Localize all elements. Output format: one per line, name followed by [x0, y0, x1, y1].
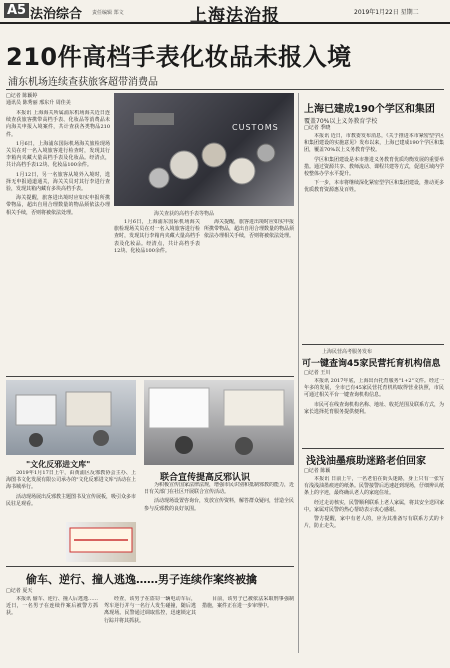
- paragraph: 1月6日，上海浦东国际机场海关旅检现场关员在对一名入境旅客进行检查时，发现其行李箱内夹藏大量高档手表及化妆品。经清点，共计高档手表12块、化妆品100余件。: [6, 140, 110, 169]
- paragraph: 1月6日，上海浦东国际机场海关旅检现场关员在对一名入境旅客进行检查时，发现其行李箱内夹藏大量高档手表及化妆品。经清点，共计高档手表12块、化妆品100余件。: [114, 219, 200, 254]
- divider: [302, 448, 444, 449]
- paragraph: 下一步，本市将继续深化紧密型学区和集团建设，推动更多优质教育资源惠及百姓。: [304, 180, 444, 194]
- exhibit-scene: [6, 380, 136, 455]
- query-byline: □记者 王川: [304, 370, 331, 376]
- expo-article: [144, 482, 294, 562]
- issue-date: 2019年1月22日 星期二: [354, 9, 419, 16]
- query-article: [304, 378, 444, 446]
- lead-byline-2: 通讯员 陈秀丽 邢东升 周佳美: [6, 100, 71, 106]
- old-man-byline: □记者 陈颖: [304, 468, 331, 474]
- divider: [302, 344, 444, 345]
- lead-byline: □记者 陈颖婷: [6, 93, 38, 99]
- paragraph: 活动现场设置咨询台，发放宣传资料，解答群众疑问，营造全民参与反邪教的良好氛围。: [144, 498, 294, 512]
- query-kicker: 上海民营高考服务发布: [322, 349, 373, 355]
- photo-caption: 海关查获的高档手表等物品: [154, 211, 215, 217]
- paragraph: 警方提醒，家中有老人的，应为其准备写有联系方式的卡片，防止走失。: [304, 516, 444, 530]
- traffic-title: 偷车、逆行、撞人逃逸……男子连续作案终被擒: [26, 573, 257, 586]
- divider: [6, 89, 444, 90]
- community-subtitle: 覆盖70%以上义务教育学校: [304, 118, 378, 125]
- watch-display-illustration: [114, 93, 294, 206]
- section-title: 法治综合: [30, 7, 83, 22]
- paragraph: 海关提醒，旅客进出境时应如实申报所携带物品，超出自用合理数量的物品须依法办理相关手续，否则将被依法处理。: [6, 195, 110, 216]
- exhibit-photo: [6, 380, 136, 455]
- exhibit-title: "文化反邪进文库": [26, 460, 91, 469]
- exhibit-banner-illustration: [66, 522, 136, 562]
- lead-article-column: [6, 110, 110, 372]
- expo-title: 联合宣传提高反邪认识: [160, 473, 251, 483]
- paragraph: 1月12日，另一名旅客从境外入境时，选择无申报通道通关，海关关员对其行李进行查验，发现其箱内藏有多块高档手表。: [6, 171, 110, 193]
- editor-line: 责任编辑 郑文: [92, 10, 124, 16]
- community-article: [304, 133, 444, 343]
- divider: [6, 566, 294, 567]
- column-divider: [298, 93, 299, 653]
- lead-article-column: [114, 219, 200, 372]
- paragraph: 经查，该男子在盗窃一辆电动车后，驾车逆行并与一名行人发生碰撞，随后逃离现场。民警通过调取监控，迅速锁定其行踪并将其抓获。: [104, 596, 196, 624]
- paragraph: 活动现场展出反邪教主题图书及宣传展板，吸引众多市民驻足观看。: [6, 493, 136, 507]
- paragraph: 本报讯 近日，市教委发布消息，《关于推进本市紧密型学区和集团建设的实施意见》发布以来，上海已建成190个学区和集团，覆盖70%以上义务教育学校。: [304, 133, 444, 154]
- paragraph: 本报讯 日前上午，一名老伯在街头迷路，身上只有一张写有浅浅油墨痕迹的纸条。民警接警后迅速赶到现场，仔细辨认纸条上的字迹，最终确认老人的家庭住址。: [304, 476, 444, 497]
- traffic-byline: □记者 夏天: [6, 588, 33, 594]
- old-man-title: 浅浅油墨痕助迷路老伯回家: [306, 456, 426, 467]
- paragraph: 本报讯 偷车、逆行、撞人后逃逸……近日，一名男子在连续作案后被警方抓获。: [6, 596, 98, 617]
- newspaper-logo: 上海法治报: [190, 6, 280, 26]
- paragraph: 经过走访核实，民警顺利联系上老人家属，将其安全送回家中。家属对民警的热心帮助表示衷心感谢。: [304, 499, 444, 513]
- lead-article-column: [204, 219, 294, 372]
- paragraph: 为积极宣传国家法律法规，增强市民识别和抵制邪教的能力，近日有关部门在社区开展联合宣传活动。: [144, 482, 294, 496]
- old-man-article: [304, 476, 444, 660]
- page-number: A5: [4, 3, 29, 18]
- paragraph: 学区和集团建设是本市推进义务教育优质均衡发展的重要举措。通过资源共享、教师流动、课程共建等方式，促进区域内学校整体办学水平提升。: [304, 156, 444, 178]
- paragraph: 本报讯 上海海关所属浦东机场海关近日连续查获旅客携带高档手表、化妆品等消费品未向海关申报入境案件，共计查获各类物品210件。: [6, 110, 110, 138]
- paragraph: 市民可在线查询机构名称、地址、收托范围及联系方式，为家长选择托育服务提供便利。: [304, 401, 444, 415]
- community-byline: □记者 季晓: [304, 125, 331, 131]
- expo-photo: [144, 380, 294, 465]
- divider: [6, 376, 294, 377]
- paragraph: 2019年1月17日上午，由黄浦区反邪教协会主办、上海图书文化发展有限公司承办的"文化反邪进文库"活动在上海书城举行。: [6, 470, 136, 491]
- query-title: 可一键查询45家民营托育机构信息: [302, 359, 441, 369]
- exhibit-article: [6, 470, 136, 520]
- expo-scene: [144, 380, 294, 465]
- lead-subhead: 浦东机场连续查获旅客超带消费品: [8, 77, 158, 88]
- paragraph: 本报讯 2017年底，上海出台托育服务"1+2"文件。经过一年多的发展，全市已有45家民营托育机构取得营业执照，市民可通过相关平台一键查询机构信息。: [304, 378, 444, 399]
- paragraph: 海关提醒，旅客进出境时应如实申报所携带物品，超出自用合理数量的物品须依法办理相关手续，否则将被依法处理。: [204, 219, 294, 240]
- customs-sign: CUSTOMS: [232, 123, 279, 132]
- lead-photo: [114, 93, 294, 206]
- exhibit-banner-photo: [66, 522, 136, 562]
- paragraph: 目前，该男子已被依法采取刑事强制措施，案件正在进一步审理中。: [202, 596, 294, 610]
- community-title: 上海已建成190个学区和集团: [304, 104, 435, 115]
- lead-headline: 210件高档手表化妆品未报入境: [6, 43, 352, 71]
- traffic-article: [6, 596, 294, 662]
